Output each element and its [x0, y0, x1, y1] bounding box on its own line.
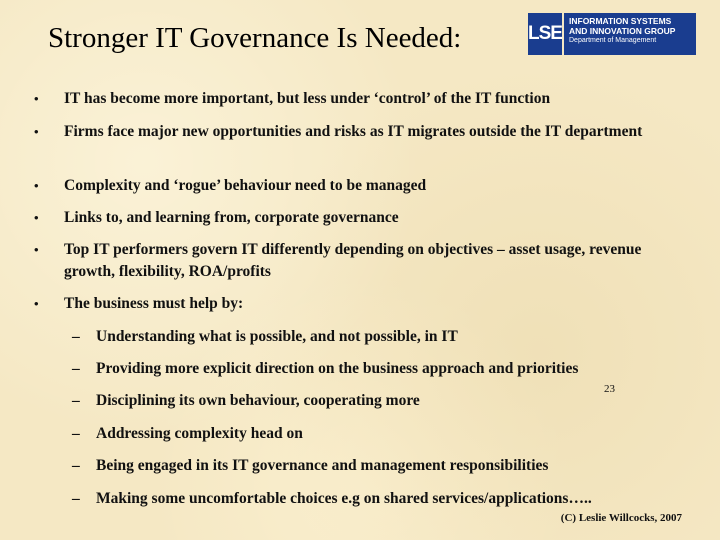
- bullet-marker: •: [34, 296, 39, 311]
- sub-bullet-marker: –: [72, 360, 80, 377]
- sub-bullet-item: [72, 326, 692, 348]
- sub-bullet-marker: –: [72, 490, 80, 507]
- page-number: 23: [604, 383, 615, 395]
- sub-bullet-item: [72, 455, 692, 477]
- sub-bullet-item: [72, 390, 692, 412]
- sub-bullet-item: [72, 423, 692, 445]
- bullet-marker: •: [34, 91, 39, 106]
- logo-line-3: Department of Management: [569, 37, 657, 44]
- sub-bullet-text: Making some uncomfortable choices e.g on shared services/applications…..: [96, 490, 592, 507]
- logo-line-1: INFORMATION SYSTEMS: [569, 16, 672, 26]
- bullet-text: Firms face major new opportunities and risks as IT migrates outside the IT department: [64, 123, 643, 140]
- bullet-item: [34, 175, 684, 197]
- lse-logo-mark: LSE: [528, 13, 564, 55]
- sub-bullet-marker: –: [72, 457, 80, 474]
- sub-bullet-marker: –: [72, 328, 80, 345]
- sub-bullet-marker: –: [72, 392, 80, 409]
- sub-bullet-marker: –: [72, 425, 80, 442]
- slide-title: Stronger IT Governance Is Needed:: [48, 22, 462, 54]
- bullet-item: [34, 88, 684, 110]
- bullet-text: The business must help by:: [64, 295, 244, 312]
- bullet-text: IT has become more important, but less under ‘control’ of the IT function: [64, 90, 551, 107]
- lse-logo: [528, 13, 696, 55]
- bullet-text: Links to, and learning from, corporate governance: [64, 209, 399, 226]
- sub-bullet-item: [72, 488, 692, 510]
- bullet-text: Complexity and ‘rogue’ behaviour need to be managed: [64, 177, 427, 194]
- lse-logo-text: [564, 13, 696, 55]
- sub-bullet-item: [72, 358, 692, 380]
- bullet-marker: •: [34, 178, 39, 193]
- logo-line-2: AND INNOVATION GROUP: [569, 26, 676, 36]
- bullet-marker: •: [34, 124, 39, 139]
- bullet-text: Top IT performers govern IT differently depending on objectives – asset usage, revenue growth, flexibility, ROA/profits: [64, 241, 642, 280]
- sub-bullet-text: Disciplining its own behaviour, cooperating more: [96, 392, 420, 409]
- bullet-item: [34, 207, 684, 229]
- bullet-item: [34, 239, 684, 283]
- sub-bullet-text: Understanding what is possible, and not possible, in IT: [96, 328, 458, 345]
- sub-bullet-text: Providing more explicit direction on the business approach and priorities: [96, 360, 579, 377]
- bullet-marker: •: [34, 242, 39, 257]
- bullet-marker: •: [34, 210, 39, 225]
- sub-bullet-text: Being engaged in its IT governance and management responsibilities: [96, 457, 549, 474]
- bullet-item: [34, 121, 684, 143]
- bullet-item: [34, 293, 684, 315]
- sub-bullet-text: Addressing complexity head on: [96, 425, 303, 442]
- copyright-notice: (C) Leslie Willcocks, 2007: [560, 512, 682, 524]
